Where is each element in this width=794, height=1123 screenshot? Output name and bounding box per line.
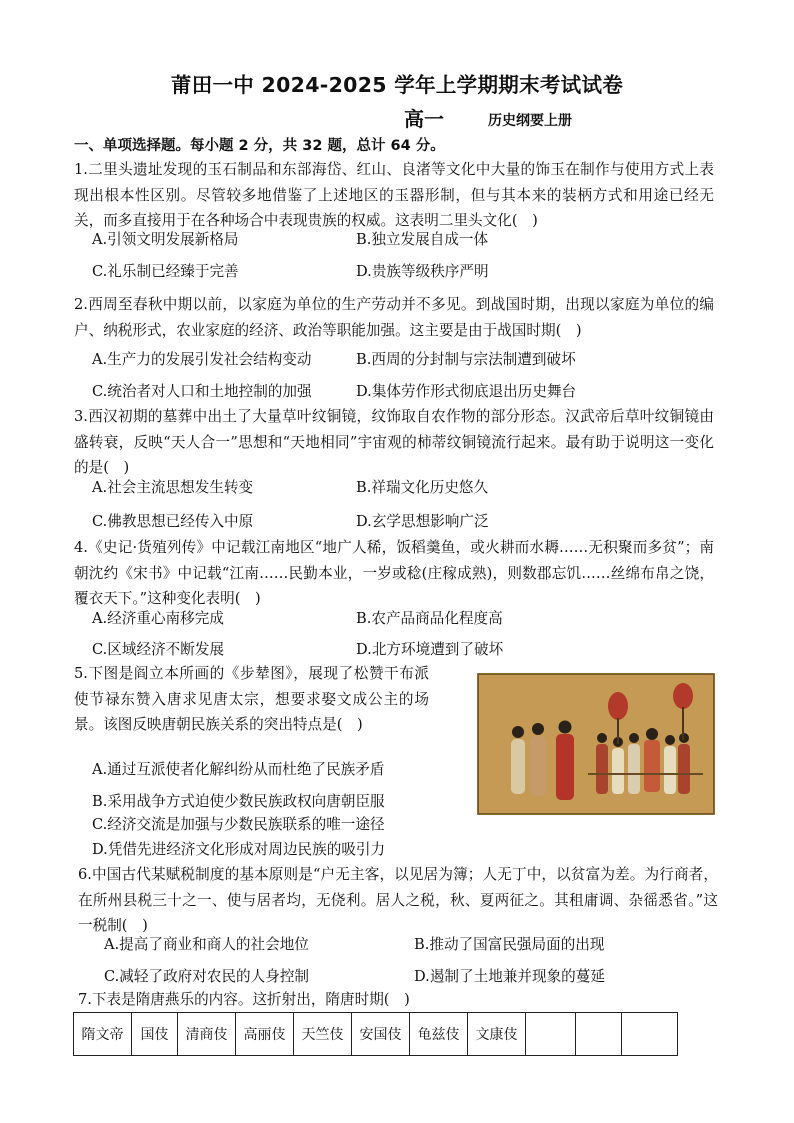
question-5-option-d[interactable]: D.凭借先进经济文化形成对周边民族的吸引力 [92, 841, 386, 858]
exam-title: 莆田一中 2024-2025 学年上学期期末考试试卷 [170, 73, 624, 97]
question-5-option-a[interactable]: A.通过互派使者化解纠纷从而杜绝了民族矛盾 [92, 761, 385, 778]
question-1-option-c[interactable]: C.礼乐制已经臻于完善 [92, 263, 239, 280]
question-2-option-c[interactable]: C.统治者对人口和土地控制的加强 [92, 383, 312, 400]
table-cell: 清商伎 [178, 1013, 236, 1056]
question-6-option-a[interactable]: A.提高了商业和商人的社会地位 [104, 936, 309, 953]
table-cell [622, 1013, 678, 1056]
question-4-stem: 4.《史记·货殖列传》中记载江南地区“地广人稀，饭稻羹鱼，或火耕而水耨……无积聚而多贫”；南朝沈约《宋书》中记载“江南……民勤本业，一岁或稔(庄稼成熟)，则数郡忘饥……丝绵布帛之饶，覆衣天下。”这种变化表明( ) [74, 539, 714, 607]
question-4-option-c[interactable]: C.区域经济不断发展 [92, 641, 225, 658]
table-cell [526, 1013, 576, 1056]
question-4-option-a[interactable]: A.经济重心南移完成 [92, 610, 224, 627]
subject-label: 历史纲要上册 [488, 113, 572, 129]
question-2-option-d[interactable]: D.集体劳作形式彻底退出历史舞台 [356, 383, 577, 400]
question-3-option-d[interactable]: D.玄学思想影响广泛 [356, 513, 489, 530]
table-cell: 高丽伎 [236, 1013, 294, 1056]
painting-image [477, 673, 715, 815]
question-3-option-c[interactable]: C.佛教思想已经传入中原 [92, 513, 254, 530]
question-5-option-c[interactable]: C.经济交流是加强与少数民族联系的唯一途径 [92, 816, 385, 833]
question-7-stem: 7.下表是隋唐燕乐的内容。这折射出，隋唐时期( ) [78, 991, 410, 1008]
question-1-option-a[interactable]: A.引领文明发展新格局 [92, 231, 239, 248]
table-cell: 龟兹伎 [410, 1013, 468, 1056]
question-1-stem: 1.二里头遗址发现的玉石制品和东部海岱、红山、良渚等文化中大量的饰玉在制作与使用方式上表现出根本性区别。尽管较多地借鉴了上述地区的玉器形制，但与其本来的装柄方式和用途已经无关，而多直接用于在各种场合中表现贵族的权威。这表明二里头文化( ) [74, 161, 714, 229]
table-cell [576, 1013, 622, 1056]
question-6-option-d[interactable]: D.遏制了土地兼并现象的蔓延 [414, 968, 605, 985]
grade-label: 高一 [404, 107, 444, 131]
painting-illustration [478, 674, 714, 814]
question-2-stem: 2.西周至春秋中期以前，以家庭为单位的生产劳动并不多见。到战国时期，出现以家庭为单位的编户、纳税形式，农业家庭的经济、政治等职能加强。这主要是由于战国时期( ) [74, 296, 714, 339]
table-cell: 文康伎 [468, 1013, 526, 1056]
question-1-option-b[interactable]: B.独立发展自成一体 [356, 231, 489, 248]
question-6-stem: 6.中国古代某赋税制度的基本原则是“户无主客，以见居为簿；人无丁中，以贫富为差。为行商者，在所州县税三十之一、使与居者均，无侥利。居人之税，秋、夏两征之。其租庸调、杂徭悉省。”这一税制( ) [78, 866, 718, 934]
question-3-stem: 3.西汉初期的墓葬中出土了大量草叶纹铜镜，纹饰取自农作物的部分形态。汉武帝后草叶纹铜镜由盛转衰，反映“天人合一”思想和“天地相同”宇宙观的柿蒂纹铜镜流行起来。最有助于说明这一变化的是( ) [74, 408, 714, 476]
table-row [74, 1013, 678, 1056]
table-cell: 天竺伎 [294, 1013, 352, 1056]
question-5-option-b[interactable]: B.采用战争方式迫使少数民族政权向唐朝臣服 [92, 793, 385, 810]
table-cell: 国伎 [132, 1013, 178, 1056]
question-4-option-d[interactable]: D.北方环境遭到了破坏 [356, 641, 504, 658]
question-4-option-b[interactable]: B.农产品商品化程度高 [356, 610, 503, 627]
question-6-option-c[interactable]: C.减轻了政府对农民的人身控制 [104, 968, 310, 985]
music-table [73, 1012, 678, 1056]
question-6-option-b[interactable]: B.推动了国富民强局面的出现 [414, 936, 605, 953]
table-cell: 安国伎 [352, 1013, 410, 1056]
question-2-option-b[interactable]: B.西周的分封制与宗法制遭到破坏 [356, 351, 576, 368]
question-5-stem: 5.下图是阎立本所画的《步辇图》，展现了松赞干布派使节禄东赞入唐求见唐太宗，想要求娶文成公主的场景。该图反映唐朝民族关系的突出特点是( ) [74, 665, 429, 733]
section-heading: 一、单项选择题。每小题 2 分，共 32 题，总计 64 分。 [74, 138, 445, 154]
question-1-option-d[interactable]: D.贵族等级秩序严明 [356, 263, 489, 280]
table-cell: 隋文帝 [74, 1013, 132, 1056]
question-2-option-a[interactable]: A.生产力的发展引发社会结构变动 [92, 351, 312, 368]
question-3-option-a[interactable]: A.社会主流思想发生转变 [92, 479, 254, 496]
question-3-option-b[interactable]: B.祥瑞文化历史悠久 [356, 479, 489, 496]
